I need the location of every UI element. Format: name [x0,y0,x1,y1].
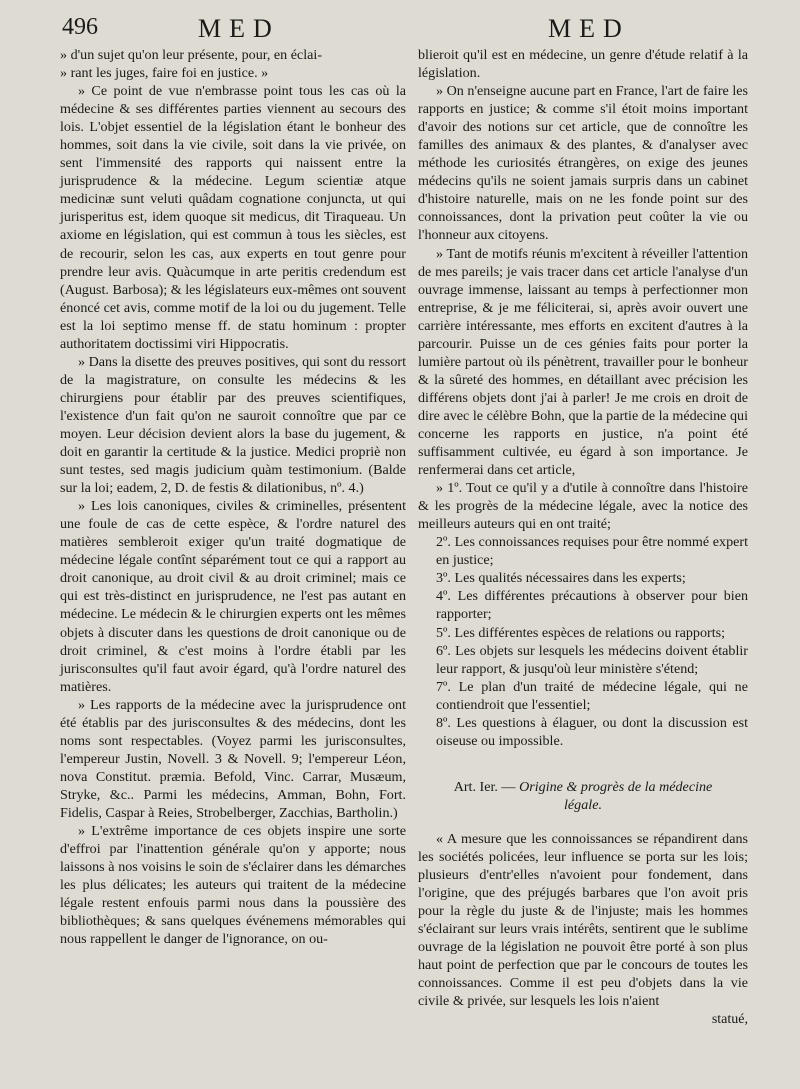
paragraph: » d'un sujet qu'on leur présente, pour, en éclai- [60,47,323,63]
catchword: statué, [711,1012,748,1027]
running-head-right: MED [548,14,630,43]
paragraph: » On n'enseigne aucune part en France, l'art de faire les rapports en justice; & comme s'il étoit moins important d'avoir des notions sur cet article, que de connoître les familles des animaux & des plantes, & d'analyser avec méthode les curiosités étrangères, on exige des jeunes médecins qu'ils ne soient jamais surpris dans un cabinet d'histoire naturelle, mais on ne les fonde point sur des connoissances, dont la privation peut coûter la vie ou l'honneur aux citoyens. [418,83,748,244]
paragraph: » Ce point de vue n'embrasse point tous les cas où la médecine & ses différentes parties viennent au secours des lois. L'objet essentiel de la législation étant le bonheur des hommes, soit dans la vie civile, soit dans la vie privée, on sent l'immensité des rapports qui naissent entre la jurisprudence & la médecine. Legum scientiæ atque medicinæ sunt veluti quâdam cognatione conjuncta, ut qui jurisperitus est, idem quoque sit medicus, dit Tiraqueau. Un axiome en législation, qui est commun à tous les siècles, est de recourir, selon les cas, aux experts en tout genre pour prendre leur avis. Quàcumque in arte peritis credendum est (August. Barbosa); & les législateurs eux-mêmes ont souvent énoncé cet avis, comme motif de la loi ou du jugement. Telle est la loi septimo mense ff. de statu hominum : propter authoritatem doctissimi viri Hippocratis. [60,83,407,352]
paragraph: » Dans la disette des preuves positives, qui sont du ressort de la magistrature, on consulte les médecins & les chirurgiens pour établir par des preuves scientifiques, l'existence d'un fait qu'on ne sauroit connoître que par ce moyen. Leur décision devient alors la base du jugement, & doit en garantir la certitude & la justice. Medici propriè non sunt testes, sed magis judicium quàm testimonium. (Balde sur la loi; eadem, 2, D. de festis & dilationibus, nº. 4.) [60,353,406,497]
running-head-left: MED [198,14,280,43]
paragraph: » L'extrême importance de ces objets inspire une sorte d'effroi par l'inattention générale qu'on y apporte; nous laissons à nos voisins le soin de s'éclairer dans les démarches les plus délicates; les auteurs qui traitent de la médecine légale restent enfouis parmi nous dans la poussière des bibliothèques; & sans quelques événemens mémorables qui nous rappellent le danger de l'ignorance, on ou- [60,823,406,948]
paragraph: blieroit qu'il est en médecine, un genre d'étude relatif à la législation. [418,47,748,82]
page-header [0,14,800,48]
list-item: » 1º. Tout ce qu'il y a d'utile à connoître dans l'histoire & les progrès de la médecine légale, avec la notice des meilleurs auteurs qui en ont traité; [418,480,748,533]
paragraph: « A mesure que les connoissances se répandirent dans les sociétés policées, leur influence se porta sur les lois; plusieurs d'entr'elles n'avoient pour fondement, dans l'origine, que des préjugés barbares que l'on avoit pris pour la règle du juste & de l'injuste; mais les hommes s'éclairant sur leurs vrais intérêts, sentirent que le sublime ouvrage de la législation ne pouvoit être porté à son plus haut point de perfection que par le concours de toutes les connoissances. Comme il est peu d'objets dans la vie civile & privée, sur lesquels les lois n'aient [418,830,748,1010]
list-item: 3º. Les qualités nécessaires dans les experts; [436,570,686,587]
article-heading [418,778,748,814]
article-title-line2: légale. [564,796,602,813]
right-column [418,46,748,1010]
paragraph: » Les rapports de la médecine avec la jurisprudence ont été établis par des jurisconsultes & des médecins, dont les noms sont respectables. (Voyez parmi les jurisconsultes, l'empereur Justin, Novell. 3 & Novell. 9; l'empereur Léon, nova Constitut. præmia. Befold, Vinc. Carrar, Musæum, Stryke, &c.. Parmi les médecins, Amman, Bohn, Fort. Fidelis, Caspar à Reies, Strobelberger, Zacchias, Bartholin.) [60,696,406,821]
article-title-line1: Origine & progrès de la médecine [519,778,713,795]
article-label: Art. Ier. — [453,778,516,795]
list-item: 8º. Les questions à élaguer, ou dont la discussion est oiseuse ou impossible. [436,714,748,749]
list-item: 5º. Les différentes espèces de relations ou rapports; [436,624,726,641]
list-item: 6º. Les objets sur lesquels les médecins doivent établir leur rapport, & jusqu'où leur ministère s'étend; [436,642,748,677]
numbered-list [418,479,748,750]
paragraph: » rant les juges, faire foi en justice. » [60,65,269,82]
list-item: 4º. Les différentes précautions à observer pour bien rapporter; [436,588,748,623]
list-item: 2º. Les connoissances requises pour être nommé expert en justice; [436,534,748,569]
paragraph: » Les lois canoniques, civiles & criminelles, présentent une foule de cas de cette espèce, & l'ordre naturel des matières sembleroit exiger qu'un traité dogmatique de médecine légale contînt séparément tout ce qui a rapport au droit canonique, au droit civil & au droit criminel; mais ce qui est très-distinct en jurisprudence, ne l'est pas autant en médecine. Le médecin & le chirurgien experts ont les mêmes objets à discuter dans les questions de droit canonique ou de droit criminel, & c'est moins à l'ordre établi par les jurisconsultes qu'il faut avoir égard, qu'à l'ordre naturel des matières. [60,498,406,695]
page-number: 496 [62,14,98,40]
left-column [60,46,406,948]
list-item: 7º. Le plan d'un traité de médecine légale, qui ne contiendroit que l'essentiel; [436,678,748,713]
paragraph: » Tant de motifs réunis m'excitent à réveiller l'attention de mes pareils; je vais tracer dans cet article l'analyse d'un ouvrage immense, laissant au temps à perfectionner mon entreprise, & je me féliciterai, si, après avoir ouvert une carrière intéressante, mes efforts en excitent d'autres à la parcourir. Puisse un de ces génies faits pour porter la lumière partout où ils pénètrent, travailler pour le bonheur & la sûreté des hommes, en détaillant avec précision les différens objets dont j'ai à parler! Je me crois en droit de dire avec le célèbre Bohn, que la partie de la médecine qui concerne les rapports en justice, n'a point été suffisamment cultivée, eu égard à son importance. Je renfermerai dans cet article, [418,245,748,479]
